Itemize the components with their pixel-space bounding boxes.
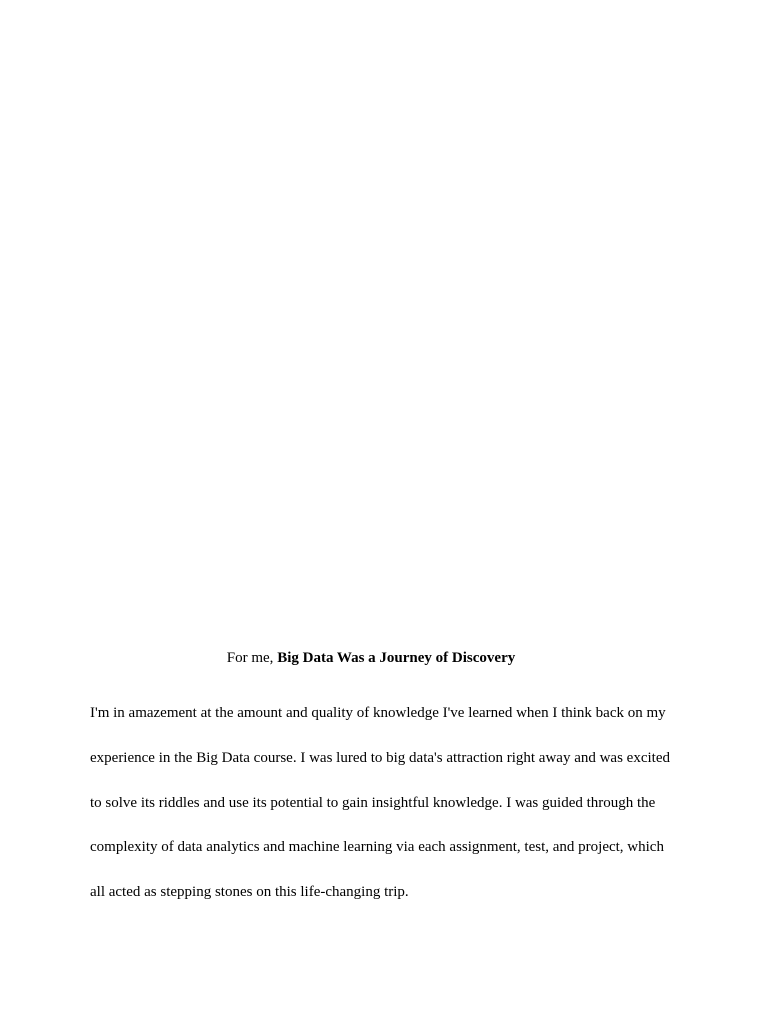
document-title <box>0 647 742 669</box>
paragraph-line: complexity of data analytics and machine learning via each assignment, test, and project, which <box>90 839 664 856</box>
title-bold-text: Big Data Was a Journey of Discovery <box>277 650 516 666</box>
paragraph-line: experience in the Big Data course. I was lured to big data's attraction right away and was excited <box>90 749 670 766</box>
paragraph-line: all acted as stepping stones on this life-changing trip. <box>90 884 409 901</box>
body-paragraph <box>90 702 680 926</box>
paragraph-line: I'm in amazement at the amount and quality of knowledge I've learned when I think back on my <box>90 705 666 721</box>
paragraph-line: to solve its riddles and use its potential to gain insightful knowledge. I was guided through the <box>90 794 656 811</box>
title-prefix: For me, <box>226 650 278 666</box>
